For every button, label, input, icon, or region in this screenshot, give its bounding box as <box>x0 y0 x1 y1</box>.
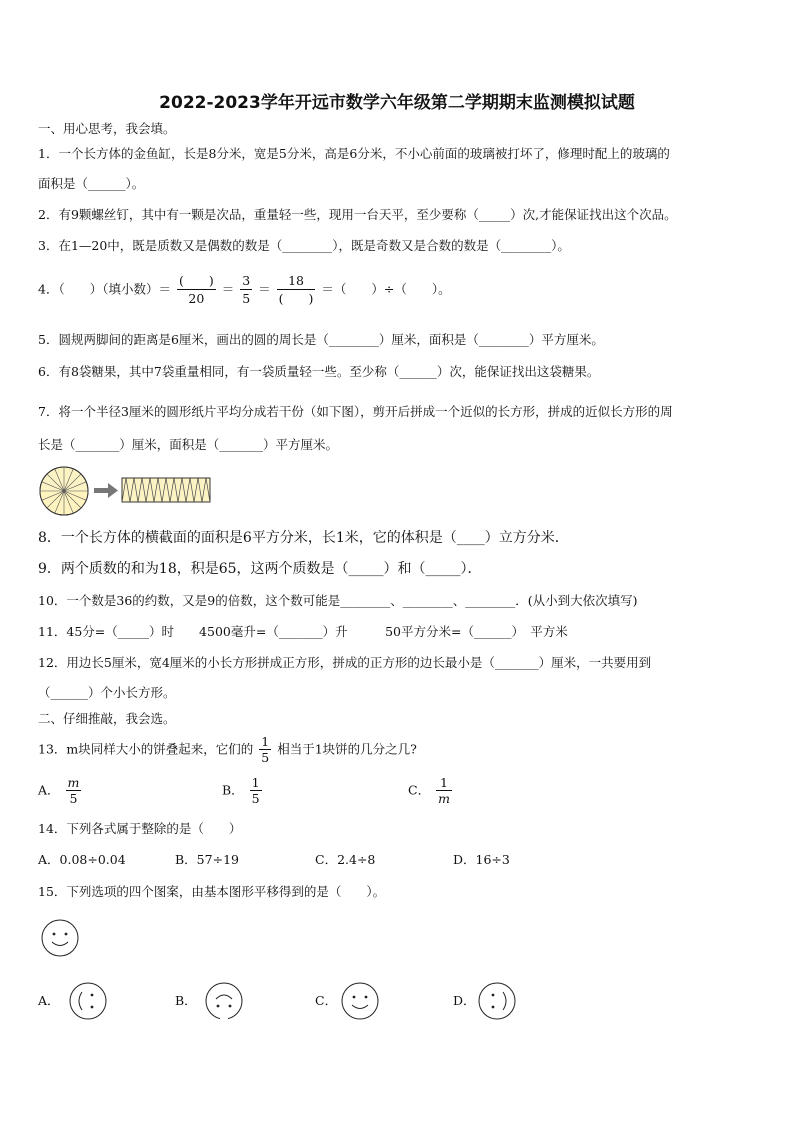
divided-circle-icon <box>40 467 88 515</box>
section-heading-fill: 一、用心思考，我会填。 <box>38 121 176 136</box>
fraction-numerator: 1 <box>436 775 452 791</box>
option-b-fraction <box>250 775 262 806</box>
question-14: 14．下列各式属于整除的是（ ） <box>38 821 242 836</box>
right-facing-smiley-face-icon <box>477 982 519 1022</box>
question-4-prefix: 4．（ ）（填小数）＝ <box>38 281 171 297</box>
question-6: 6．有8袋糖果，其中7袋重量相同，有一袋质量轻一些。至少称（______）次，能保证找出这袋糖果。 <box>38 364 600 379</box>
fraction-denominator: ( ) <box>278 291 314 306</box>
fraction-denominator: 5 <box>261 750 270 765</box>
question-12-line-2: （______）个小长方形。 <box>38 685 176 700</box>
approximate-rectangle-icon <box>122 478 210 502</box>
question-1-line-1: 1．一个长方体的金鱼缸，长是8分米，宽是5分米，高是6分米，不小心前面的玻璃被打坏了，修理时配上的玻璃的 <box>38 146 670 161</box>
fraction-denominator: 5 <box>69 791 78 806</box>
fraction-denominator: 5 <box>251 791 260 806</box>
question-11: 11．45分=（_____）时 4500毫升=（_______）升 50平方分米=（______） 平方米 <box>38 624 568 639</box>
question-12-line-1: 12．用边长5厘米，宽4厘米的小长方形拼成正方形，拼成的正方形的边长最小是（_______）厘米，一共要用到 <box>38 655 652 670</box>
question-13-option-b <box>222 775 264 806</box>
question-13-option-a <box>38 775 83 806</box>
fraction-numerator: 1 <box>261 734 270 749</box>
fraction-numerator: 18 <box>277 272 316 290</box>
equals-sign: ＝ <box>258 281 271 297</box>
question-13-option-c <box>408 775 454 806</box>
question-15: 15．下列选项的四个图案，由基本图形平移得到的是（ ）。 <box>38 884 386 899</box>
question-15-option-c-label: C． <box>315 993 338 1008</box>
question-14-option-d: D．16÷3 <box>453 852 510 867</box>
upright-smiley-face-icon <box>340 982 382 1022</box>
fraction-numerator: m <box>67 775 80 790</box>
fraction-denominator: 5 <box>242 291 251 306</box>
option-a-fraction <box>66 775 82 806</box>
question-4-fraction-3 <box>277 272 316 307</box>
question-10: 10．一个数是36的约数，又是9的倍数，这个数可能是________、________、________．(从小到大依次填写) <box>38 593 638 608</box>
question-14-option-b: B．57÷19 <box>175 852 239 867</box>
question-5: 5．圆规两脚间的距离是6厘米，画出的圆的周长是（________）厘米，面积是（________）平方厘米。 <box>38 332 604 347</box>
option-label: C． <box>408 782 431 798</box>
question-13 <box>38 734 417 765</box>
circle-to-rectangle-figure <box>38 466 218 516</box>
question-15-option-a-label: A． <box>38 993 60 1008</box>
fraction-denominator: m <box>438 791 450 806</box>
arrow-right-icon <box>94 483 118 498</box>
question-4-fraction-2 <box>240 272 252 307</box>
question-4 <box>38 272 451 307</box>
section-heading-choice: 二、仔细推敲，我会选。 <box>38 711 176 726</box>
question-4-suffix: ＝（ ）÷（ ）。 <box>321 281 451 297</box>
fraction-numerator: 3 <box>242 273 251 288</box>
question-2: 2．有9颗螺丝钉，其中有一颗是次品，重量轻一些，现用一台天平，至少要称（_____）次,才能保证找出这个次品。 <box>38 207 677 222</box>
option-c-fraction <box>436 775 452 806</box>
question-8: 8．一个长方体的横截面的面积是6平方分米，长1米，它的体积是（____）立方分米． <box>38 530 569 546</box>
question-13-prefix: 13．m块同样大小的饼叠起来，它们的 <box>38 741 254 757</box>
fraction-denominator: 20 <box>188 291 205 306</box>
question-1-line-2: 面积是（______）。 <box>38 176 145 191</box>
page-title: 2022-2023学年开远市数学六年级第二学期期末监测模拟试题 <box>159 93 635 113</box>
equals-sign: ＝ <box>221 281 235 297</box>
fraction-numerator: 1 <box>251 775 260 790</box>
option-label: A． <box>38 782 60 798</box>
question-13-suffix: 相当于1块饼的几分之几? <box>277 741 417 757</box>
smiley-face-icon <box>40 918 82 958</box>
question-7-line-2: 长是（_______）厘米，面积是（_______）平方厘米。 <box>38 437 339 452</box>
question-15-option-b-label: B． <box>175 993 197 1008</box>
sideways-smiley-face-icon <box>68 982 110 1022</box>
question-7-line-1: 7．将一个半径3厘米的圆形纸片平均分成若干份（如下图），剪开后拼成一个近似的长方形，拼成的近似长方形的周 <box>38 404 673 419</box>
upside-down-smiley-face-icon <box>204 982 246 1024</box>
option-label: B． <box>222 782 244 798</box>
question-13-fraction <box>259 734 271 765</box>
question-14-option-c: C．2.4÷8 <box>315 852 376 867</box>
question-15-option-d-label: D． <box>453 993 476 1008</box>
question-14-option-a: A．0.08÷0.04 <box>38 852 126 867</box>
question-4-fraction-1 <box>177 272 216 307</box>
fraction-numerator: ( ) <box>178 273 214 288</box>
question-3: 3．在1—20中，既是质数又是偶数的数是（________），既是奇数又是合数的数是（________）。 <box>38 238 570 253</box>
question-9: 9．两个质数的和为18，积是65，这两个质数是（_____）和（_____）． <box>38 561 482 577</box>
